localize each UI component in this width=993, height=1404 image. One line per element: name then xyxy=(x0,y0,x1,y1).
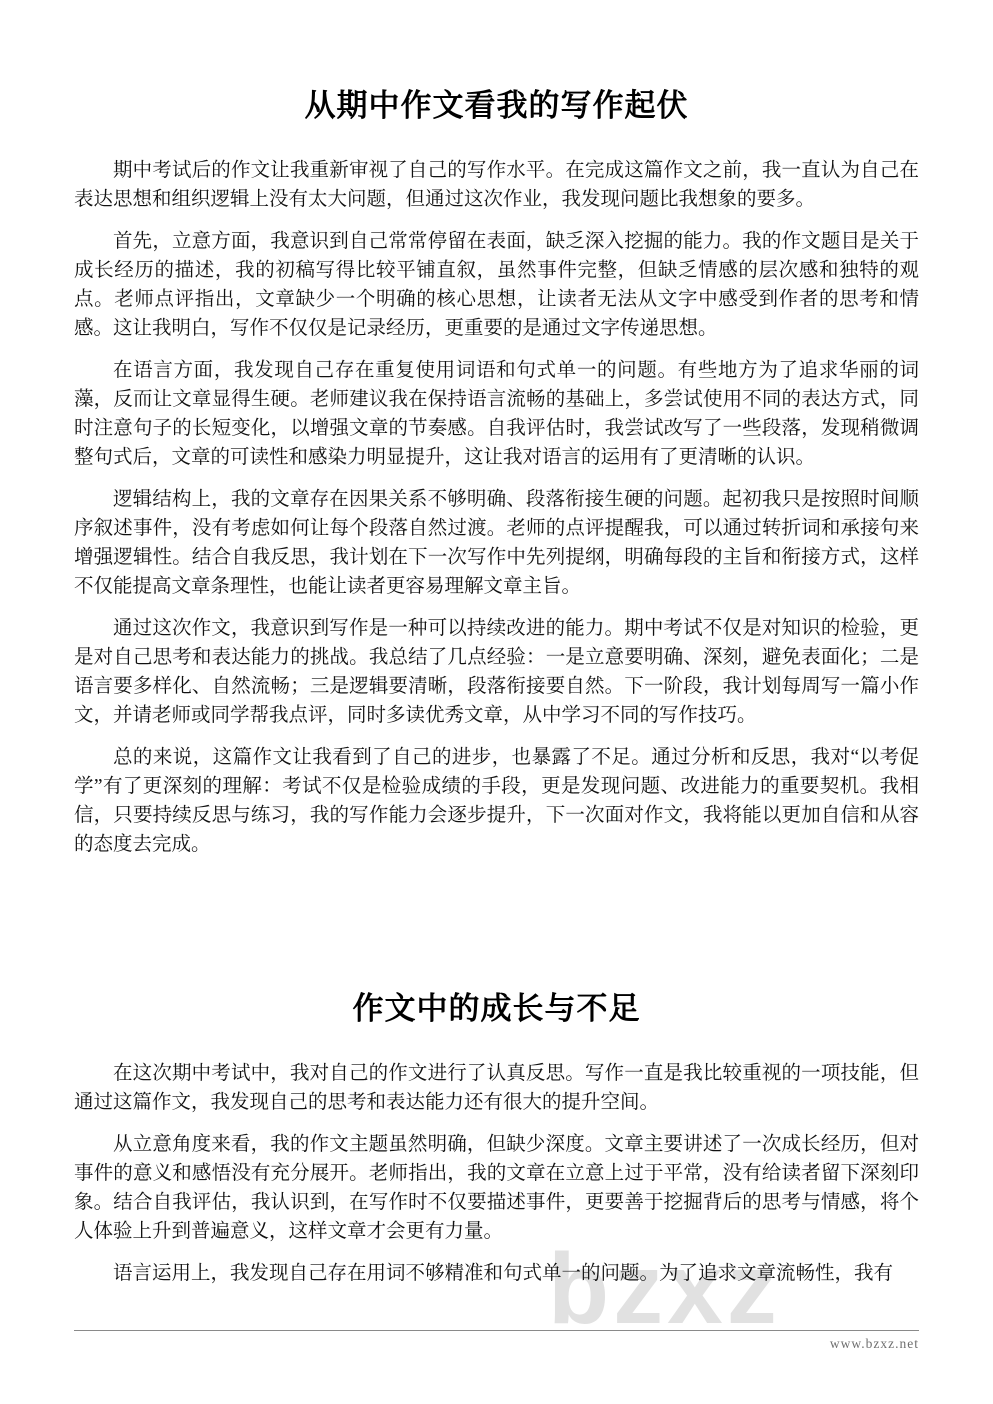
essay-1-paragraph-1: 期中考试后的作文让我重新审视了自己的写作水平。在完成这篇作文之前，我一直认为自己在表达思想和组织逻辑上没有太大问题，但通过这次作业，我发现问题比我想象的要多。 xyxy=(74,160,919,210)
essay-2-paragraph-2: 从立意角度来看，我的作文主题虽然明确，但缺少深度。文章主要讲述了一次成长经历，但对事件的意义和感悟没有充分展开。老师指出，我的文章在立意上过于平常，没有给读者留下深刻印象。结合自我评估，我认识到，在写作时不仅要描述事件，更要善于挖掘背后的思考与情感，将个人体验上升到普遍意义，这样文章才会更有力量。 xyxy=(74,1134,919,1242)
essay-1-paragraph-4: 逻辑结构上，我的文章存在因果关系不够明确、段落衔接生硬的问题。起初我只是按照时间顺序叙述事件，没有考虑如何让每个段落自然过渡。老师的点评提醒我，可以通过转折词和承接句来增强逻辑性。结合自我反思，我计划在下一次写作中先列提纲，明确每段的主旨和衔接方式，这样不仅能提高文章条理性，也能让读者更容易理解文章主旨。 xyxy=(74,489,919,597)
essay-1-title: 从期中作文看我的写作起伏 xyxy=(304,88,689,123)
page-footer xyxy=(74,1330,919,1353)
essay-2-paragraph-3: 语言运用上，我发现自己存在用词不够精准和句式单一的问题。为了追求文章流畅性，我有 xyxy=(113,1263,894,1284)
essay-1-paragraph-6: 总的来说，这篇作文让我看到了自己的进步，也暴露了不足。通过分析和反思，我对“以考促学”有了更深刻的理解：考试不仅是检验成绩的手段，更是发现问题、改进能力的重要契机。我相信，只要持续反思与练习，我的写作能力会逐步提升，下一次面对作文，我将能以更加自信和从容的态度去完成。 xyxy=(74,747,919,855)
footer-url: www.bzxz.net xyxy=(829,1336,919,1351)
essay-2-title: 作文中的成长与不足 xyxy=(352,991,641,1026)
essay-2-paragraph-1: 在这次期中考试中，我对自己的作文进行了认真反思。写作一直是我比较重视的一项技能，但通过这篇作文，我发现自己的思考和表达能力还有很大的提升空间。 xyxy=(74,1063,919,1113)
essay-1-paragraph-5: 通过这次作文，我意识到写作是一种可以持续改进的能力。期中考试不仅是对知识的检验，更是对自己思考和表达能力的挑战。我总结了几点经验：一是立意要明确、深刻，避免表面化；二是语言要多样化、自然流畅；三是逻辑要清晰，段落衔接要自然。下一阶段，我计划每周写一篇小作文，并请老师或同学帮我点评，同时多读优秀文章，从中学习不同的写作技巧。 xyxy=(74,618,919,726)
watermark-text: bzxz xyxy=(548,1233,781,1345)
essay-1-paragraph-3: 在语言方面，我发现自己存在重复使用词语和句式单一的问题。有些地方为了追求华丽的词藻，反而让文章显得生硬。老师建议我在保持语言流畅的基础上，多尝试使用不同的表达方式，同时注意句子的长短变化，以增强文章的节奏感。自我评估时，我尝试改写了一些段落，发现稍微调整句式后，文章的可读性和感染力明显提升，这让我对语言的运用有了更清晰的认识。 xyxy=(74,360,919,468)
essay-1-paragraph-2: 首先，立意方面，我意识到自己常常停留在表面，缺乏深入挖掘的能力。我的作文题目是关于成长经历的描述，我的初稿写得比较平铺直叙，虽然事件完整，但缺乏情感的层次感和独特的观点。老师点评指出，文章缺少一个明确的核心思想，让读者无法从文字中感受到作者的思考和情感。这让我明白，写作不仅仅是记录经历，更重要的是通过文字传递思想。 xyxy=(74,231,919,339)
